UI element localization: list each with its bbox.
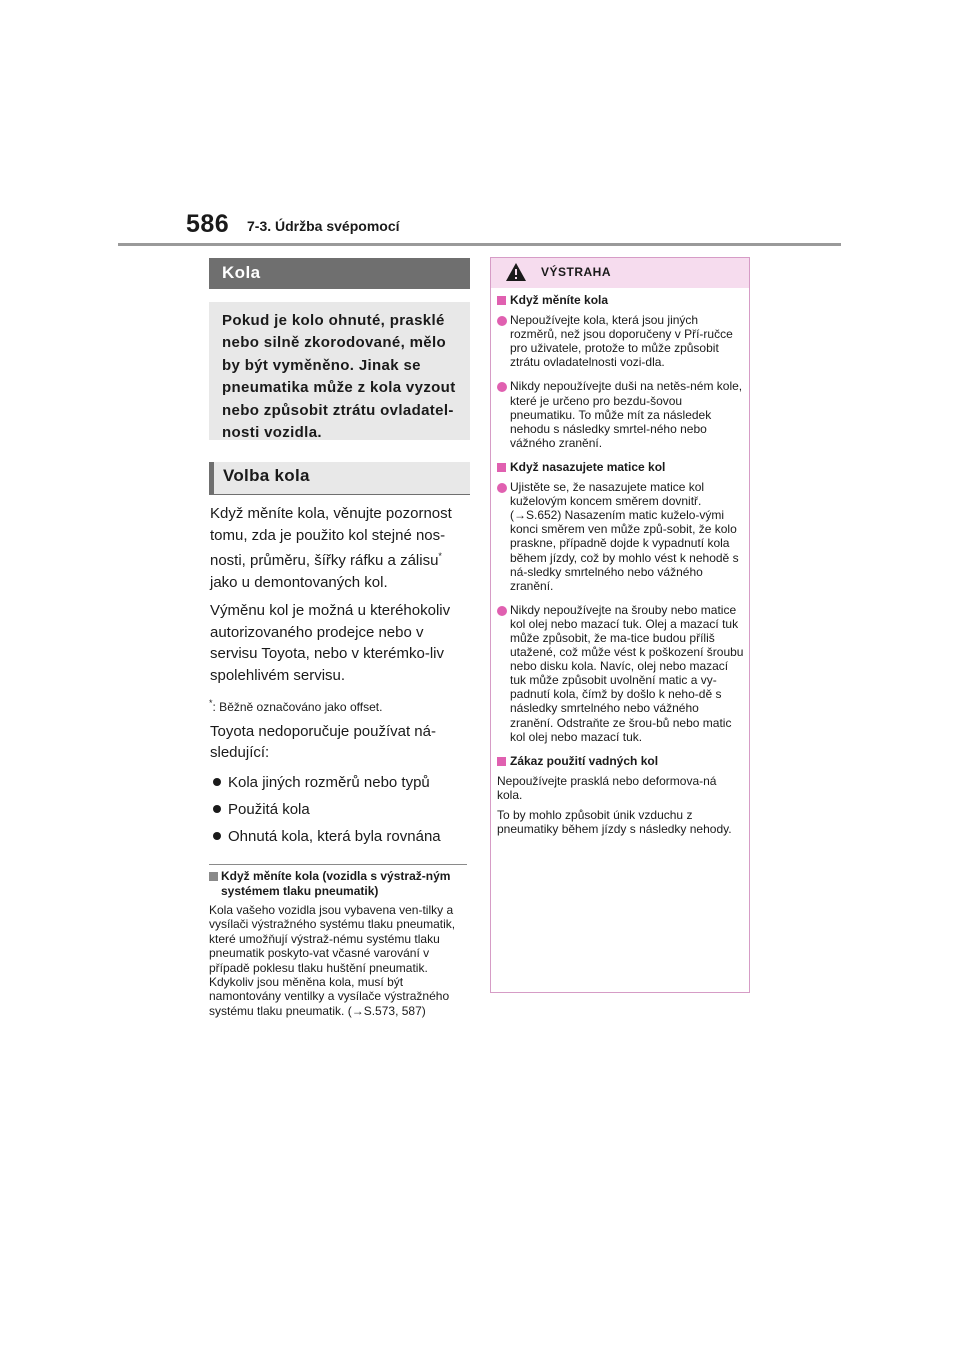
chapter-heading: Kola <box>209 258 470 289</box>
warning-paragraph: To by mohlo způsobit únik vzduchu z pneumatiky během jízdy s následky nehody. <box>497 808 732 837</box>
warning-item: Nepoužívejte kola, která jsou jiných rozměrů, než jsou doporučeny v Pří-ručce pro uživatele, protože to může způsobit ztrátu ovladatelnosti vozi-dla. <box>497 313 745 369</box>
header-rule <box>118 243 841 246</box>
warning-title: VÝSTRAHA <box>541 265 612 279</box>
note-body: Kola vašeho vozidla jsou vybavena ven-tilky a vysílači výstražného systému tlaku pneumatik, které umožňují výstraž-nému systému tlaku pneumatik poskyto-vat včasné varování v případě poklesu tlaku huštění pneumatik. Kdykoliv jsou měněna kola, musí být namontovány ventilky a vysílače výstražného systému tlaku pneumatik. (→S.573, 587) <box>209 903 456 1018</box>
warning-item: Nikdy nepoužívejte duši na netěs-ném kole, které je určeno pro bezdu-šovou pneumatiku. To může mít za následek nehodu s následky smrtel-ného nebo vážného zranění. <box>497 379 745 449</box>
bullet-dot-icon <box>497 483 507 493</box>
warning-heading: Když nasazujete matice kol <box>497 460 745 474</box>
square-bullet-icon <box>497 463 506 472</box>
paragraph: Toyota nedoporučuje používat ná-sledující: <box>210 722 436 762</box>
list-item: Použitá kola <box>209 799 470 820</box>
footnote-marker: * <box>438 551 442 562</box>
warning-box <box>490 257 750 993</box>
square-bullet-icon <box>209 872 218 881</box>
note-heading: Když měníte kola (vozidla s výstraž-ným systémem tlaku pneumatik) <box>209 869 470 898</box>
bullet-list <box>209 772 470 847</box>
summary-box: Pokud je kolo ohnuté, prasklé nebo silně zkorodované, mělo by být vyměněno. Jinak se pneumatika může z kola vyzout nebo způsobit ztrátu ovladatel-nosti vozidla. <box>209 302 470 440</box>
footnote: *: Běžně označováno jako offset. <box>209 697 383 714</box>
warning-triangle-icon <box>505 262 527 282</box>
warning-header <box>491 258 749 288</box>
warning-heading: Zákaz použití vadných kol <box>497 754 745 768</box>
note-divider <box>209 864 467 865</box>
square-bullet-icon <box>497 296 506 305</box>
square-bullet-icon <box>497 757 506 766</box>
list-item: Kola jiných rozměrů nebo typů <box>209 772 470 793</box>
paragraph: Výměnu kol je možná u kteréhokoliv autorizovaného prodejce nebo v servisu Toyota, nebo v kterémko-liv spolehlivém servisu. <box>210 601 451 684</box>
warning-item: Ujistěte se, že nasazujete matice kol kuželovým koncem směrem dovnitř. (→S.652) Nasazením matic kuželo-vými konci směrem ven může způ-sobit, že kolo praskne, případně dojde k vypadnutí kola během jízdy, což by mohlo vést k nehodě s ná-sledky smrtelného nebo vážného zranění. <box>497 480 745 593</box>
bullet-dot-icon <box>497 316 507 326</box>
section-title: 7-3. Údržba svépomocí <box>247 218 400 234</box>
warning-paragraph: Nepoužívejte prasklá nebo deformova-ná kola. <box>497 773 717 802</box>
bullet-dot-icon <box>497 606 507 616</box>
page-number: 586 <box>186 210 230 238</box>
left-column <box>209 258 470 1018</box>
paragraph: Když měníte kola, věnujte pozornost tomu, zda je použito kol stejné nos-nosti, průměru, šířky ráfku a zálisu* jako u demontovaných kol. <box>210 505 452 592</box>
list-item: Ohnutá kola, která byla rovnána <box>209 826 470 847</box>
warning-item: Nikdy nepoužívejte na šrouby nebo matice kol olej nebo mazací tuk. Olej a mazací tuk může způsobit, že ma-tice budou příliš utažené, což může vést k poškození šroubu nebo disku kola. Navíc, olej nebo mazací tuk může způsobit uvolnění matic a vy-padnutí kola, čímž by došlo k neho-dě s následky smrtelného nebo vážného zranění. Odstraňte ze šrou-bů nebo matic kol olej nebo mazací tuk. <box>497 603 745 744</box>
subsection-heading: Volba kola <box>209 462 470 495</box>
warning-body <box>491 293 749 836</box>
bullet-dot-icon <box>497 382 507 392</box>
warning-heading: Když měníte kola <box>497 293 745 307</box>
